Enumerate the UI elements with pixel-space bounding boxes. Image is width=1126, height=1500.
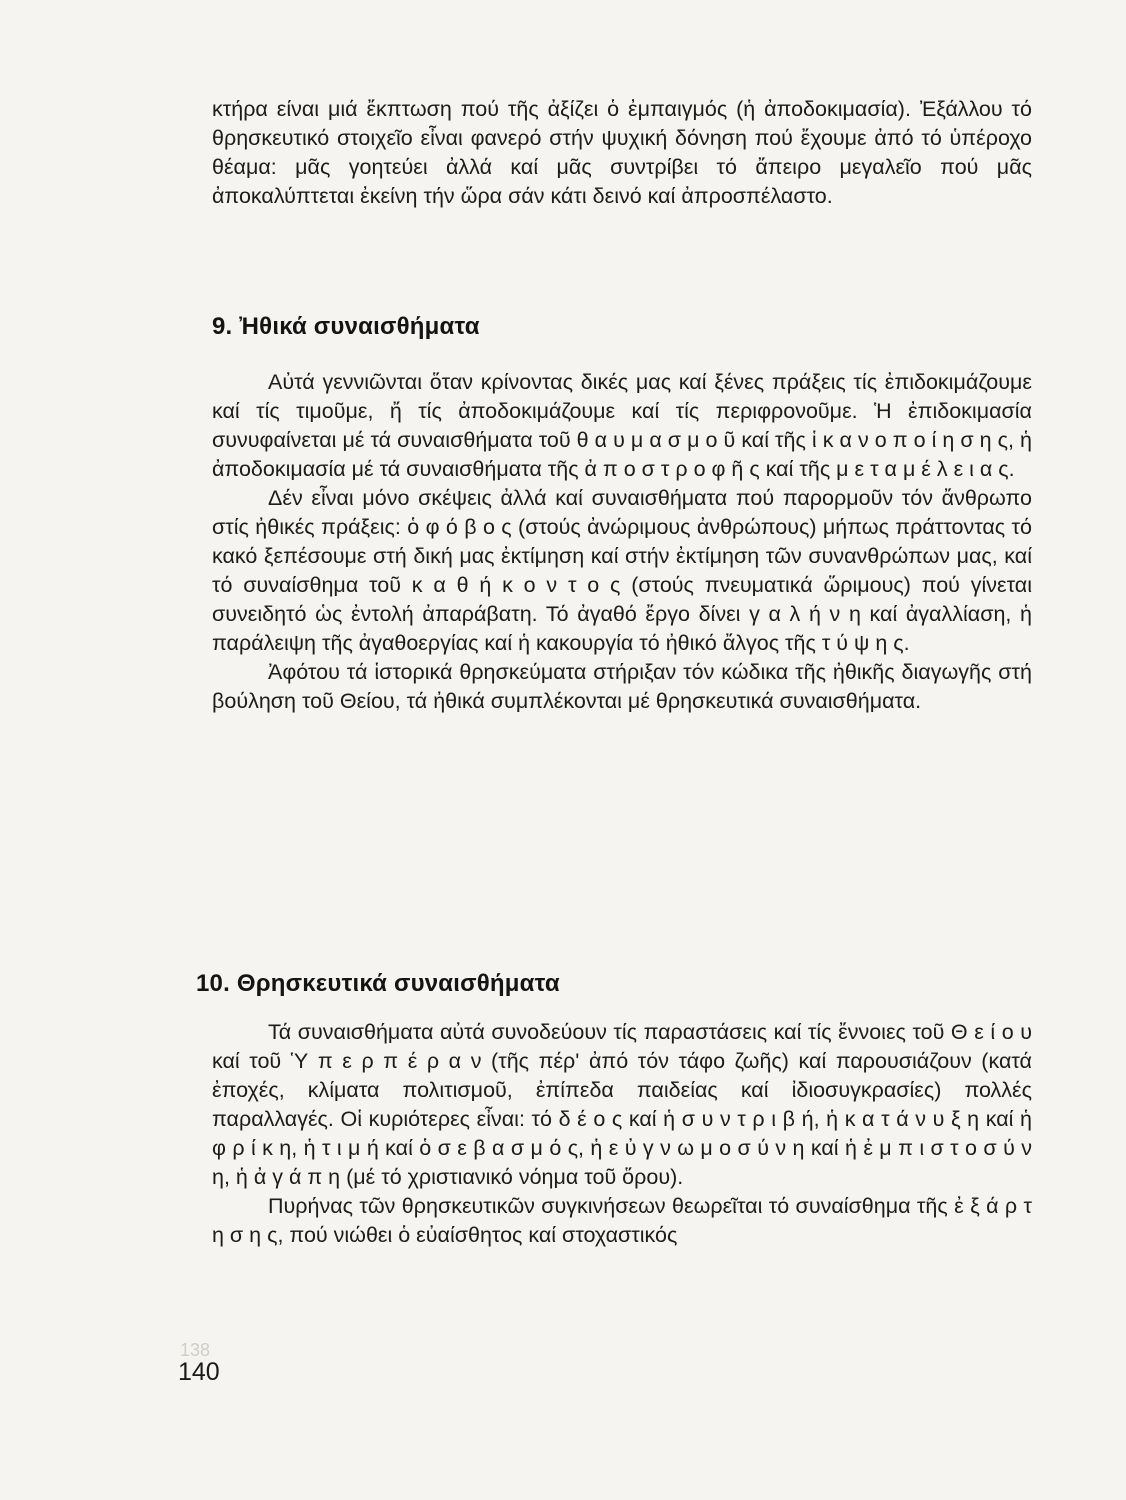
section-9-heading: 9. Ἠθικά συναισθήματα [212,313,480,340]
section-10-text [212,1018,1032,1250]
paragraph: Ἀφότου τά ἱστορικά θρησκεύματα στήριξαν τόν κώδικα τῆς ἠθικῆς διαγωγῆς στή βούληση τοῦ Θείου, τά ἠθικά συμπλέκονται μέ θρησκευτικά συναισθήματα. [212,660,1032,713]
paragraph: Δέν εἶναι μόνο σκέψεις ἀλλά καί συναισθήματα πού παρορμοῦν τόν ἄνθρωπο στίς ἠθικές πράξεις: ὁ φ ό β ο ς (στούς ἀνώριμους ἀνθρώπους) μήπως πράττοντας τό κακό ξεπέσουμε στή δική μας ἐκτίμηση καί στήν ἐκτίμηση τῶν συνανθρώπων μας, καί τό συναίσθημα τοῦ κ α θ ή κ ο ν τ ο ς (στούς πνευματικά ὥριμους) πού γίνεται συνειδητό ὡς ἐντολή ἀπαράβατη. Τό ἀγαθό ἔργο δίνει γ α λ ή ν η καί ἀγαλλίαση, ἡ παράλειψη τῆς ἀγαθοεργίας καί ἡ κακουργία τό ἠθικό ἄλγος τῆς τ ύ ψ η ς. [212,486,1032,655]
intro-text [212,95,1032,211]
paragraph: Αὐτά γεννιῶνται ὅταν κρίνοντας δικές μας καί ξένες πράξεις τίς ἐπιδοκιμάζουμε καί τίς τιμοῦμε, ἤ τίς ἀποδοκιμάζουμε καί τίς περιφρονοῦμε. Ἡ ἐπιδοκιμασία συνυφαίνεται μέ τά συναισθήματα τοῦ θ α υ μ α σ μ ο ῦ καί τῆς ἱ κ α ν ο π ο ί η σ η ς, ἡ ἀποδοκιμασία μέ τά συναισθήματα τῆς ἀ π ο σ τ ρ ο φ ῆ ς καί τῆς μ ε τ α μ έ λ ε ι α ς. [212,370,1032,481]
page-number: 140 [178,1358,220,1386]
section-9-text [212,368,1032,716]
paragraph: Πυρήνας τῶν θρησκευτικῶν συγκινήσεων θεωρεῖται τό συναίσθημα τῆς ἐ ξ ά ρ τ η σ η ς, πού νιώθει ὁ εὐαίσθητος καί στοχαστικός [212,1194,1032,1247]
paragraph: Τά συναισθήματα αὐτά συνοδεύουν τίς παραστάσεις καί τίς ἔννοιες τοῦ Θ ε ί ο υ καί τοῦ Ὑ π ε ρ π έ ρ α ν (τῆς πέρ' ἀπό τόν τάφο ζωῆς) καί παρουσιάζουν (κατά ἐποχές, κλίματα πολιτισμοῦ, ἐπίπεδα παιδείας καί ἰδιοσυγκρασίες) πολλές παραλλαγές. Οἱ κυριότερες εἶναι: τό δ έ ο ς καί ἡ σ υ ν τ ρ ι β ή, ἡ κ α τ ά ν υ ξ η καί ἡ φ ρ ί κ η, ἡ τ ι μ ή καί ὁ σ ε β α σ μ ό ς, ἡ ε ὐ γ ν ω μ ο σ ύ ν η καί ἡ ἐ μ π ι σ τ ο σ ύ ν η, ἡ ἀ γ ά π η (μέ τό χριστιανικό νόημα τοῦ ὅρου). [212,1020,1032,1189]
paragraph: κτήρα είναι μιά ἔκπτωση πού τῆς ἀξίζει ὁ ἐμπαιγμός (ἡ ἀποδοκιμασία). Ἐξάλλου τό θρησκευτικό στοιχεῖο εἶναι φανερό στήν ψυχική δόνηση πού ἔχουμε ἀπό τό ὑπέροχο θέαμα: μᾶς γοητεύει ἀλλά καί μᾶς συντρίβει τό ἄπειρο μεγαλεῖο πού μᾶς ἀποκαλύπτεται ἐκείνη τήν ὥρα σάν κάτι δεινό καί ἀπροσπέλαστο. [212,97,1032,208]
section-10-heading: 10. Θρησκευτικά συναισθήματα [196,970,560,997]
bleed-through-page-number: 138 [180,1340,211,1360]
